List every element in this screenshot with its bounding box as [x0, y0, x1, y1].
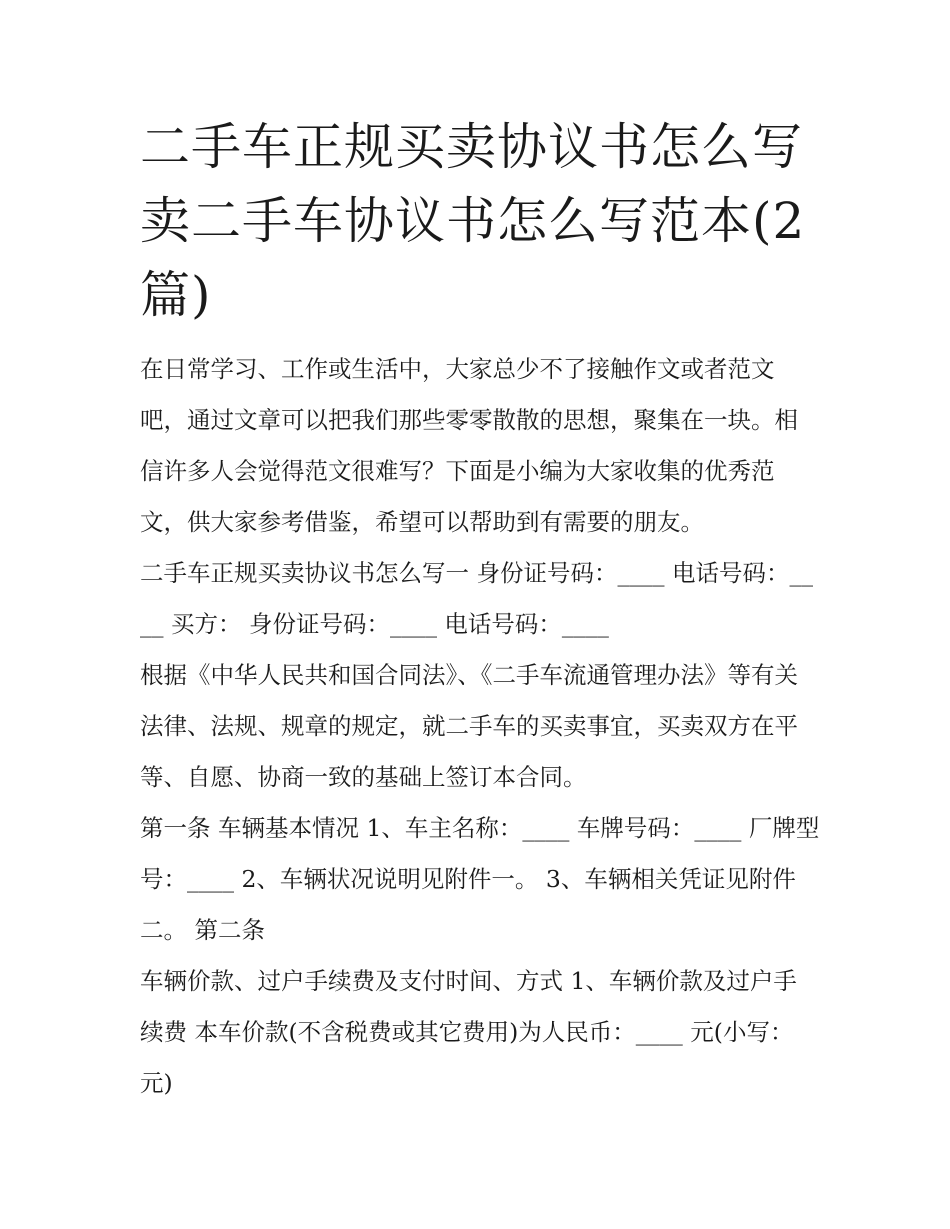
paragraph-intro: 在日常学习、工作或生活中，大家总少不了接触作文或者范文吧，通过文章可以把我们那些零零散散的思想，聚集在一块。相信许多人会觉得范文很难写？下面是小编为大家收集的优秀范文，供大家参考借鉴，希望可以帮助到有需要的朋友。 [140, 355, 798, 536]
paragraph-article-one: 第一条 车辆基本情况 1、车主名称：____ 车牌号码：____ 厂牌型号：____ 2、车辆状况说明见附件一。 3、车辆相关凭证见附件二。 第二条 [140, 814, 820, 944]
paragraph-article-two: 车辆价款、过户手续费及支付时间、方式 1、车辆价款及过户手续费 本车价款(不含税费或其它费用)为人民币：____ 元(小写： 元) [140, 967, 797, 1097]
paragraph-parties: 二手车正规买卖协议书怎么写一 身份证号码：____ 电话号码：____ 买方： 身份证号码：____ 电话号码：____ [140, 559, 813, 638]
document-page [140, 110, 820, 1109]
paragraph-legal-basis: 根据《中华人民共和国合同法》、《二手车流通管理办法》等有关法律、法规、规章的规定，就二手车的买卖事宜，买卖双方在平等、自愿、协商一致的基础上签订本合同。 [140, 661, 798, 791]
document-title: 二手车正规买卖协议书怎么写 卖二手车协议书怎么写范本(2篇) [140, 118, 806, 324]
